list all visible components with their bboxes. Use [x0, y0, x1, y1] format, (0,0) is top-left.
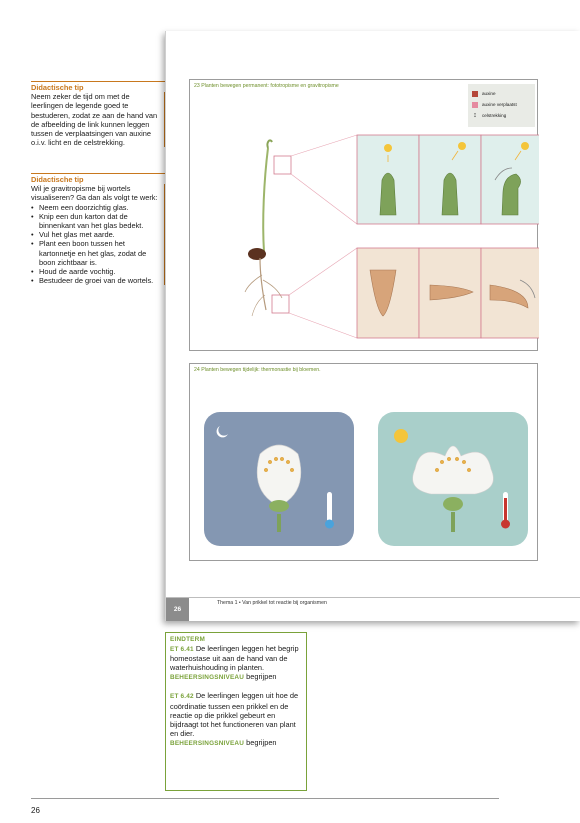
list-item: • Neem een doorzichtig glas.: [31, 203, 161, 212]
shoot-panels: [357, 135, 539, 224]
eindterm-box: [165, 632, 307, 791]
root-panels: [357, 248, 539, 338]
page-number: 26: [31, 806, 40, 815]
legend-label: auxine verplaatst: [482, 102, 517, 107]
bottom-divider: [31, 798, 499, 799]
eindterm-level: [170, 738, 302, 748]
tip-body: Neem zeker de tijd om met de leerlingen de legende goed te bestuderen, zodat ze aan de hand van de afbeelding de link kunnen leggen tussen de verplaatsingen van auxine o.i.v. licht en de celstrekking.: [31, 92, 165, 147]
legend-label: celstrekking: [482, 113, 507, 118]
eindterm-text: De leerlingen leggen het begrip homeostase uit aan de hand van de waterhuishouding in planten.: [170, 644, 299, 673]
footer-text: Thema 1 • Van prikkel tot reactie bij organismen: [217, 600, 327, 606]
level-label: BEHEERSINGSNIVEAU: [170, 739, 245, 747]
figure-24: [189, 363, 538, 561]
didactic-tip-1: [31, 81, 165, 147]
eindterm-text: De leerlingen leggen uit hoe de coördinatie tussen een prikkel en de reactie op die prikkel gebeurt en bijdraagt tot het functioneren van plant en dier.: [170, 691, 299, 738]
eindterm-item: [170, 691, 302, 737]
tip-steps: [31, 203, 161, 286]
bean-seedling: [245, 140, 282, 316]
legend-label: auxine: [482, 91, 496, 96]
tip-title: Didactische tip: [31, 173, 165, 184]
figure-caption: 24 Planten bewegen tijdelijk: thermonastie bij bloemen.: [194, 367, 321, 373]
list-item: • Bestudeer de groei van de wortels.: [31, 276, 161, 285]
sun-icon: [394, 429, 408, 443]
eindterm-heading: EINDTERM: [170, 636, 205, 643]
figure-23: [189, 79, 538, 351]
didactic-tip-2: [31, 173, 165, 285]
list-item: • Knip een dun karton dat de binnenkant van het glas bedekt.: [31, 212, 161, 230]
level-value: begrijpen: [246, 737, 277, 747]
list-item: • Vul het glas met aarde.: [31, 230, 161, 239]
list-item: • Houd de aarde vochtig.: [31, 267, 161, 276]
list-item: • Plant een boon tussen het kartonnetje en het glas, zodat de boon zichtbaar is.: [31, 239, 161, 267]
eindterm-level: [170, 672, 302, 682]
eindterm-code: ET 6.41: [170, 646, 194, 654]
level-label: BEHEERSINGSNIVEAU: [170, 674, 245, 682]
tropism-illustration: [190, 80, 539, 352]
double-arrow-icon: ↕: [473, 111, 477, 119]
book-page: [165, 31, 580, 621]
tip-title: Didactische tip: [31, 81, 165, 92]
tip-body: [31, 184, 165, 285]
eindterm-item: [170, 644, 302, 672]
thermonasty-illustration: [190, 364, 539, 562]
level-value: begrijpen: [246, 672, 277, 682]
footer-divider: [166, 597, 580, 598]
footer-page-number: 26: [166, 598, 189, 621]
tip-intro: Wil je gravitropisme bij wortels visualiseren? Ga dan als volgt te werk:: [31, 184, 158, 203]
eindterm-code: ET 6.42: [170, 693, 194, 701]
figure-caption: 23 Planten bewegen permanent: fototropisme en gravitropisme: [194, 83, 339, 89]
